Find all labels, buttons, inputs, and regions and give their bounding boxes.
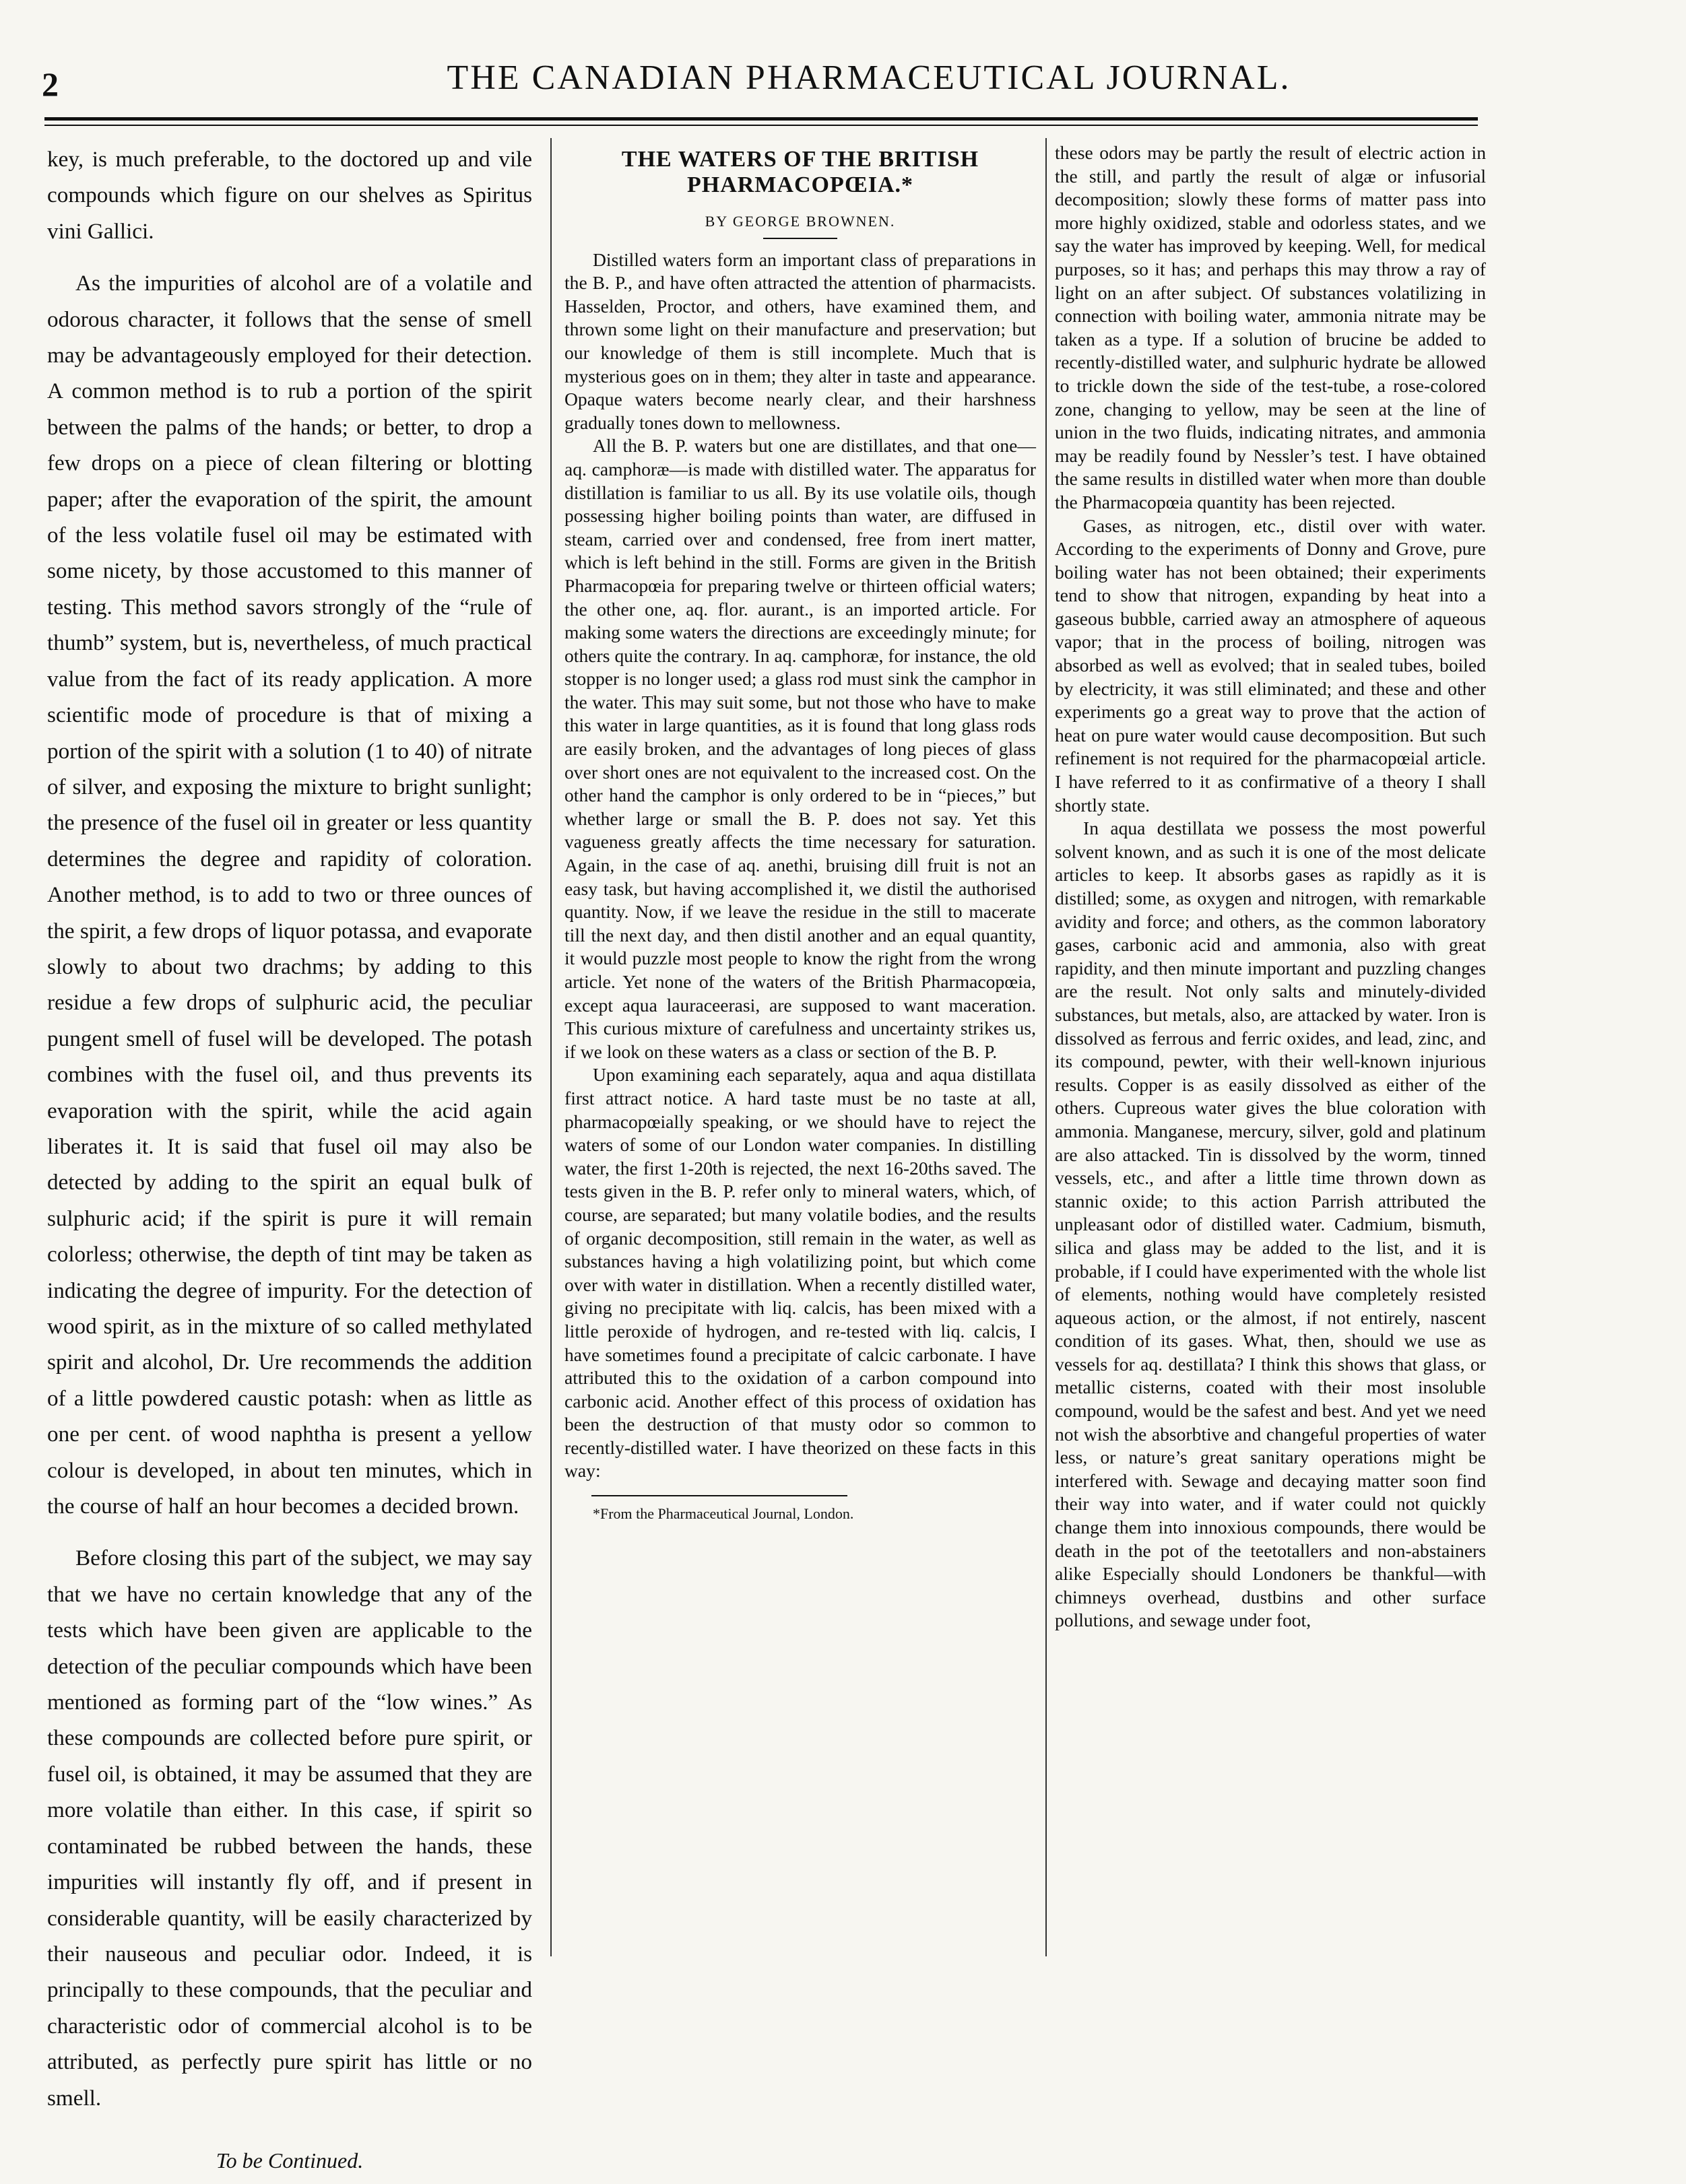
article-paragraph-2: All the B. P. waters but one are distillates, and that one—aq. camphoræ—is made with distilled water. The apparatus for distillation is familiar to us all. By its use volatile oils, though possessing higher boiling points than water, are diffused in steam, carried over and condensed, free from inert matter, which is left behind in the still. Forms are given in the British Pharmacopœia for preparing twelve or thirteen official waters; the other one, aq. flor. aurant., is an imported article. For making some waters the directions are exceedingly minute; for others quite the contrary. In aq. camphoræ, for instance, the old stopper is no longer used; a glass rod must sink the camphor in the water. This may suit some, but not those who have to make this water in large quantities, as it is found that long glass rods are easily broken, and the advantages of long pieces of glass over short ones are not equivalent to the increased cost. On the other hand the camphor is only ordered to be in “pieces,” but whether large or small the B. P. does not say. Yet this vagueness greatly affects the time necessary for saturation. Again, in the case of aq. anethi, bruising dill fruit is not an easy task, but having accomplished it, we distil the authorised quantity. Now, if we leave the residue in the still to macerate till the next day, and then distil another and an equal quantity, it would puzzle most people to know the right from the wrong article. Yet none of the waters of the British Pharmacopœia, except aqua lauraceerasi, are supposed to want maceration. This curious mixture of carefulness and uncertainty strikes us, if we look on these waters as a class or section of the B. P. (564, 435, 1036, 1062)
col1-paragraph-1: key, is much preferable, to the doctored up and vile compounds which figure on our shelves as Spiritus vini Gallici. (47, 147, 532, 244)
article-paragraph-3: Upon examining each separately, aqua and aqua distillata first attract notice. A hard taste must be no taste at all, pharmacopœially speaking, or we should have to reject the waters of some of our London water companies. In distilling water, the first 1-20th is rejected, the next 16-20ths saved. The tests given in the B. P. refer only to mineral waters, which, of course, are separated; but many volatile bodies, and the results of organic decomposition, still remain in the water, as well as substances having a high volatilizing point, but which come over with water in distillation. When a recently distilled water, giving no precipitate with liq. calcis, has been mixed with a little peroxide of hydrogen, and re-tested with liq. calcis, I have sometimes found a precipitate of calcic carbonate. I have attributed this to the oxidation of a carbon compound into carbonic acid. Another effect of this process of oxidation has been the destruction of that musty odor so common to recently-distilled water. I have theorized on these facts in this way: (564, 1064, 1036, 1482)
col1-paragraph-2: As the impurities of alcohol are of a volatile and odorous character, it follows that the sense of smell may be advantageously employed for their detection. A common method is to rub a portion of the spirit between the palms of the hands; or better, to drop a few drops on a piece of clean filtering or blotting paper; after the evaporation of the spirit, the amount of the less volatile fusel oil may be estimated with some nicety, by those accustomed to this manner of testing. This method savors strongly of the “rule of thumb” system, but is, nevertheless, of much practical value from the fact of its ready application. A more scientific mode of procedure is that of mixing a portion of the spirit with a solution (1 to 40) of nitrate of silver, and exposing the mixture to bright sunlight; the presence of the fusel oil in greater or less quantity determines the degree and rapidity of coloration. Another method, is to add to two or three ounces of the spirit, a few drops of liquor potassa, and evaporate slowly to about two drachms; by adding to this residue a few drops of sulphuric acid, the peculiar pungent smell of fusel will be developed. The potash combines with the fusel oil, and thus prevents its evaporation with the spirit, while the acid again liberates it. It is said that fusel oil may also be detected by adding to the spirit an equal bulk of sulphuric acid; if the spirit is pure it will remain colorless; otherwise, the depth of tint may be taken as indicating the degree of impurity. For the detection of wood spirit, as in the mixture of so called methylated spirit and alcohol, Dr. Ure recommends the addition of a little powdered caustic potash: when as little as one per cent. of wood naphtha is present a yellow colour is developed, in about ten minutes, which in the course of half an hour becomes a decided brown. (47, 271, 532, 1519)
column-right (1055, 141, 1486, 1632)
byline-rule (763, 238, 837, 239)
header-rule-thick (44, 117, 1478, 121)
column-divider-right (1045, 138, 1047, 1956)
article-title: THE WATERS OF THE BRITISH PHARMACOPŒIA.* (621, 147, 979, 197)
journal-title: THE CANADIAN PHARMACEUTICAL JOURNAL. (447, 59, 1291, 97)
col3-paragraph-1: these odors may be partly the result of electric action in the still, and partly the result of algæ or infusorial decomposition; slowly these forms of matter pass into more highly oxidized, stable and odorless states, and we say the water has improved by keeping. Well, for medical purposes, so it has; and perhaps this may throw a ray of light on an after subject. Of substances volatilizing in connection with boiling water, ammonia nitrate may be taken as a type. If a solution of brucine be added to recently-distilled water, and sulphuric hydrate be allowed to trickle down the side of the test-tube, a rose-colored zone, changing to yellow, may be seen at the line of union in the two fluids, indicating nitrates, and ammonia may be readily found by Nessler’s test. I have obtained the same results in distilled water when more than double the Pharmacopœia quantity has been rejected. (1055, 142, 1486, 512)
column-left (47, 141, 532, 2179)
article-byline: BY GEORGE BROWNEN. (705, 213, 896, 230)
footnote: *From the Pharmaceutical Journal, London. (593, 1505, 854, 1523)
header-rule-thin (44, 125, 1478, 126)
column-divider-left (550, 138, 552, 1956)
col3-paragraph-2: Gases, as nitrogen, etc., distil over with water. According to the experiments of Donny and Grove, pure boiling water has not been obtained; their experiments tend to show that nitrogen, expanding by heat into a gaseous bubble, carried away an atmosphere of aqueous vapor; that in the process of boiling, nitrogen was absorbed as well as evolved; that in sealed tubes, boiled by electricity, it was still eliminated; and these and other experiments go a great way to prove that the action of heat on pure water would cause decomposition. But such refinement is not required for the pharmacopœial article. I have referred to it as confirmative of a theory I shall shortly state. (1055, 515, 1486, 816)
footnote-rule (591, 1495, 847, 1496)
col1-paragraph-3: Before closing this part of the subject, we may say that we have no certain knowledge that any of the tests which have been given are applicable to the detection of the peculiar compounds which have been mentioned as forming part of the “low wines.” As these compounds are collected before pure spirit, or fusel oil, is obtained, it may be assumed that they are more volatile than either. In this case, if spirit so contaminated be rubbed between the hands, these impurities will instantly fly off, and if present in considerable quantity, will be easily characterized by their nauseous and peculiar odor. Indeed, it is principally to these compounds, that the peculiar and characteristic odor of commercial alcohol is to be attributed, as perfectly pure spirit has little or no smell. (47, 1546, 532, 2111)
page-number: 2 (42, 65, 59, 103)
col3-paragraph-3: In aqua destillata we possess the most powerful solvent known, and as such it is one of the most delicate articles to keep. It absorbs gases as rapidly as it is distilled; some, as oxygen and nitrogen, with remarkable avidity and force; and others, as the common laboratory gases, carbonic acid and ammonia, also with great rapidity, and then minute important and puzzling changes are the result. Not only salts and minutely-divided substances, but metals, also, are attacked by water. Iron is dissolved as ferrous and ferric oxides, and lead, zinc, and its compound, pewter, with their well-known injurious results. Copper is as easily dissolved as either of the others. Cupreous water gives the blue coloration with ammonia. Manganese, mercury, silver, gold and platinum are also attacked. Tin is dissolved by the worm, tinned vessels, etc., and after a little time thrown down as stannic oxide; to this action Parrish attributed the unpleasant odor of distilled water. Cadmium, bismuth, silica and glass may be added to the list, and it is probable, if I could have experimented with the whole list of elements, nothing would have completely resisted aqueous action, or the almost, if not entirely, nascent condition of its gases. What, then, should we use as vessels for aq. destillata? I think this shows that glass, or metallic cisterns, coated with their most insoluble compound, would be the safest and best. And yet we need not wish the absorbtive and changeful properties of water less, or nature’s great sanitary operations might be interfered with. Sewage and decaying matter soon find their way into water, and if water could not quickly change them into innoxious compounds, there would be death in the pot of the teetotallers and non-abstainers alike Especially should Londoners be thankful—with chimneys overhead, dustbins and other surface pollutions, and sewage under foot, (1055, 818, 1486, 1631)
to-be-continued: To be Continued. (216, 2148, 364, 2173)
article-paragraph-1: Distilled waters form an important class of preparations in the B. P., and have often attracted the attention of pharmacists. Hasselden, Proctor, and others, have examined them, and thrown some light on their manufacture and preservation; but our knowledge of them is still incomplete. Much that is mysterious goes on in them; they alter in taste and appearance. Opaque waters become nearly clear, and their harshness gradually tones down to mellowness. (564, 249, 1036, 433)
column-middle (564, 141, 1036, 1523)
